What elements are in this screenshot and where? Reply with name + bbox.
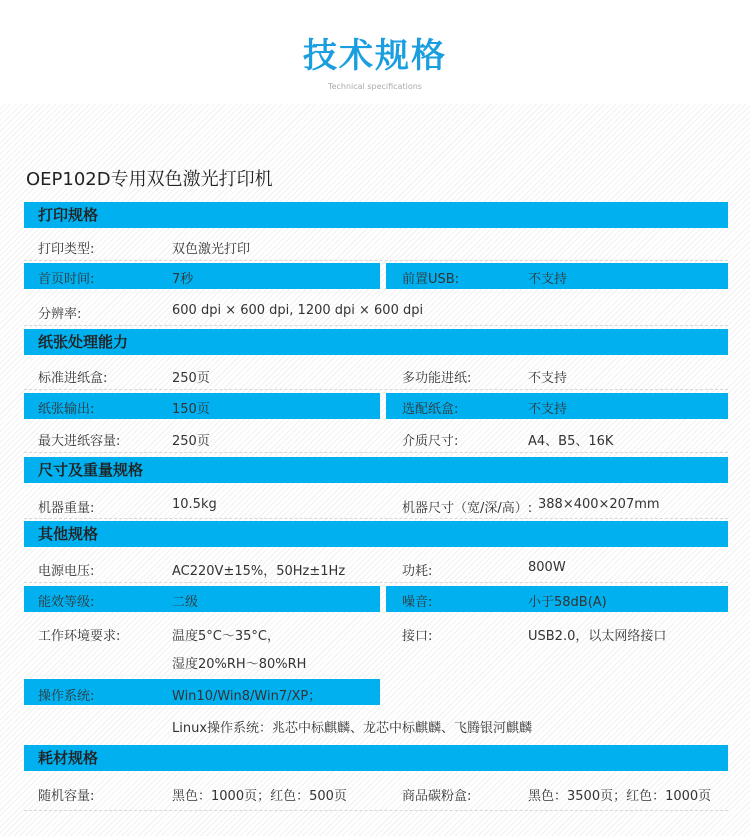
label-max-input: 最大进纸容量: (38, 434, 121, 449)
value-energy: 二级 (172, 595, 199, 610)
label-power: 功耗: (402, 564, 433, 579)
label-front-usb: 前置USB: (402, 272, 460, 287)
value-capacity: 黑色：1000页；红色：500页 (172, 789, 347, 804)
row-divider (24, 325, 728, 326)
value-print-type: 双色激光打印 (172, 242, 251, 257)
value-dimensions: 388×400×207mm (538, 497, 660, 512)
label-voltage: 电源电压: (38, 564, 95, 579)
label-weight: 机器重量: (38, 501, 95, 516)
row-divider (24, 810, 728, 811)
section-bar-consumable (24, 745, 728, 771)
value-media-size: A4、B5、16K (528, 434, 614, 449)
row-divider (24, 260, 728, 261)
value-noise: 小于58dB(A) (528, 595, 607, 610)
label-dimensions: 机器尺寸（宽/深/高）: (402, 501, 533, 516)
section-title-print: 打印规格 (38, 206, 99, 224)
value-os-linux: Linux操作系统：兆芯中标麒麟、龙芯中标麒麟、飞腾银河麒麟 (172, 721, 533, 736)
section-title-paper: 纸张处理能力 (38, 333, 129, 351)
page-subtitle: Technical specifications (328, 82, 422, 91)
label-multi-tray: 多功能进纸: (402, 371, 472, 386)
label-output: 纸张输出: (38, 402, 95, 417)
label-media-size: 介质尺寸: (402, 434, 459, 449)
page-title: 技术规格 (303, 36, 447, 76)
value-front-usb: 不支持 (528, 272, 568, 287)
row-divider (24, 452, 728, 453)
value-env-temp: 温度5°C～35°C， (172, 629, 280, 644)
value-weight: 10.5kg (172, 497, 217, 512)
section-title-consumable: 耗材规格 (38, 749, 99, 767)
value-resolution: 600 dpi × 600 dpi, 1200 dpi × 600 dpi (172, 303, 424, 318)
section-title-other: 其他规格 (38, 525, 99, 543)
label-resolution: 分辨率: (38, 307, 82, 322)
value-env-humidity: 湿度20%RH～80%RH (172, 657, 307, 672)
value-opt-tray: 不支持 (528, 402, 568, 417)
label-std-tray: 标准进纸盒: (38, 371, 108, 386)
value-os-windows: Win10/Win8/Win7/XP； (172, 689, 322, 704)
section-bar-other (24, 521, 728, 547)
value-std-tray: 250页 (172, 371, 210, 386)
label-toner: 商品碳粉盒: (402, 789, 472, 804)
value-toner: 黑色：3500页；红色：1000页 (528, 789, 712, 804)
section-bar-paper (24, 329, 728, 355)
label-opt-tray: 选配纸盒: (402, 402, 459, 417)
label-first-page: 首页时间: (38, 272, 95, 287)
value-interface: USB2.0，以太网络接口 (528, 629, 667, 644)
row-divider (24, 518, 728, 519)
label-noise: 噪音: (402, 595, 433, 610)
value-output: 150页 (172, 402, 210, 417)
label-env: 工作环境要求: (38, 629, 121, 644)
label-os: 操作系统: (38, 689, 95, 704)
label-capacity: 随机容量: (38, 789, 95, 804)
label-print-type: 打印类型: (38, 242, 95, 257)
section-title-size: 尺寸及重量规格 (38, 461, 144, 479)
value-voltage: AC220V±15%，50Hz±1Hz (172, 564, 346, 579)
product-title: OEP102D专用双色激光打印机 (26, 169, 273, 190)
row-divider (24, 582, 728, 583)
value-power: 800W (528, 560, 566, 575)
section-bar-print (24, 202, 728, 228)
label-interface: 接口: (402, 629, 433, 644)
row-divider (24, 389, 728, 390)
value-first-page: 7秒 (172, 272, 194, 287)
label-energy: 能效等级: (38, 595, 95, 610)
value-multi-tray: 不支持 (528, 371, 568, 386)
value-max-input: 250页 (172, 434, 210, 449)
